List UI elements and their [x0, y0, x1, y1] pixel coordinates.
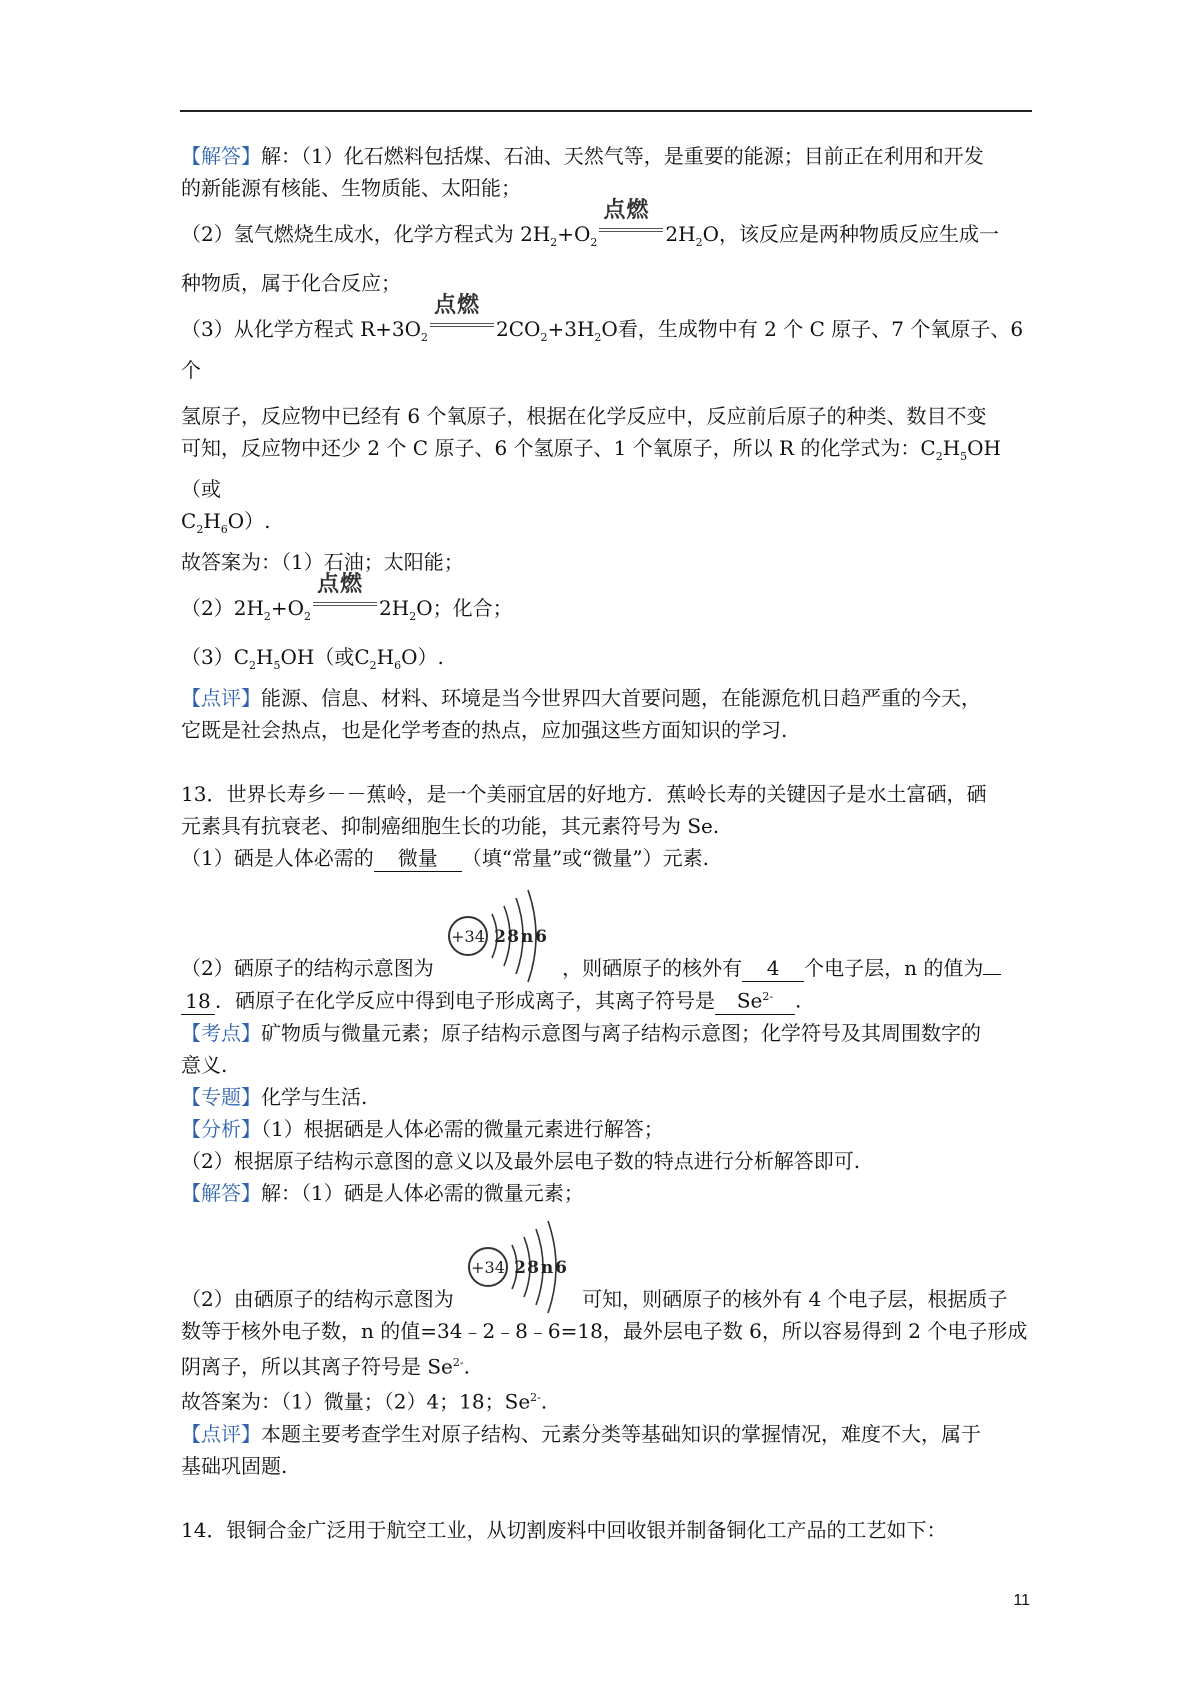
q12-answer-part3: （3）从化学方程式 $R+3O_2$ 点燃 $2CO_2+3H_2O$看，生成物中有 2 个 C 原子、7 个氧原子、6 个 [181, 293, 1024, 382]
comment-tag: 【点评】 [181, 1421, 261, 1446]
selenium-atom-diagram [464, 1215, 582, 1315]
q13-point-line2: 意义. [181, 1052, 228, 1077]
q12-answer-part3-line2: 氢原子，反应物中已经有 6 个氧原子，根据在化学反应中，反应前后原子的种类、数目不变 [181, 404, 987, 428]
q13-part1: （1）硒是人体必需的 微量 （填“常量”或“微量”）元素. [181, 846, 709, 870]
reaction-condition-arrow: 点燃 [599, 221, 663, 241]
q12-answer-part3-line3: 可知，反应物中还少 2 个 C 原子、6 个氢原子、1 个氧原子，所以 R 的化学式为：$C_2H_5OH$（或 [181, 436, 1001, 501]
q12-comment-line2: 它既是社会热点，也是化学考查的热点，应加强这些方面知识的学习. [181, 718, 788, 742]
shell-count-1: 2 [514, 1257, 527, 1278]
q13-analysis-line1: 【分析】（1）根据硒是人体必需的微量元素进行解答； [181, 1116, 664, 1141]
answer-tag: 【解答】 [181, 144, 261, 168]
q12-final-part2: $(2)2H_2+O_2$ 点燃 $2H_2O$；化合； [181, 572, 513, 623]
answer-tag: 【解答】 [181, 1180, 261, 1205]
comment-tag: 【点评】 [181, 686, 261, 710]
header-rule [180, 110, 1032, 112]
shell-count-2: 8 [507, 927, 520, 947]
analysis-tag: 【分析】 [181, 1116, 261, 1141]
q13-answer-part2-line2: 数等于核外电子数，n 的值=34﹣2﹣8﹣6=18，最外层电子数 6，所以容易得到 2 个电子形成 [181, 1318, 1028, 1343]
point-tag: 【考点】 [181, 1020, 261, 1045]
q14-stem: 14．银铜合金广泛用于航空工业，从切割废料中回收银并制备铜化工产品的工艺如下： [181, 1517, 947, 1542]
q12-answer-part2: （2）氢气燃烧生成水，化学方程式为 $2H_2+O_2$ 点燃 $2H_2O$，该反应是两种物质反应生成一 [181, 198, 999, 249]
q13-comment-line2: 基础巩固题. [181, 1453, 288, 1478]
q13-answer-part2: （2）由硒原子的结构示意图为 +34 2 8 n 6 可知，则硒原子的核外有 4 个电子层，根据质子 [181, 1215, 1033, 1315]
q13-comment-line1: 【点评】本题主要考查学生对原子结构、元素分类等基础知识的掌握情况，难度不大，属于 [181, 1421, 981, 1446]
shell-count-3: n [540, 1257, 554, 1278]
shell-count-4: 6 [555, 1257, 568, 1278]
nucleus-label: +34 [471, 1257, 505, 1277]
q13-topic: 【专题】化学与生活. [181, 1084, 368, 1109]
shell-count-3: n [520, 927, 534, 947]
q13-answer-line1: 【解答】解：（1）硒是人体必需的微量元素； [181, 1180, 584, 1205]
blank-answer: 微量 [374, 845, 462, 872]
q12-answer-part3-line4: $C_2H_6O$）. [181, 509, 271, 536]
blank-answer: 18 [181, 988, 215, 1015]
reaction-condition-arrow: 点燃 [430, 316, 494, 336]
shell-count-1: 2 [494, 927, 507, 947]
q13-analysis-line2: （2）根据原子结构示意图的意义以及最外层电子数的特点进行分析解答即可. [181, 1148, 861, 1173]
topic-tag: 【专题】 [181, 1084, 261, 1109]
q13-final: 故答案为：（1）微量；（2）4；18；$Se^{2-}$. [181, 1389, 548, 1414]
shell-count-4: 6 [535, 927, 548, 947]
q13-stem-line2: 元素具有抗衰老、抑制癌细胞生长的功能，其元素符号为 Se. [181, 814, 720, 838]
reaction-condition-arrow: 点燃 [313, 595, 377, 615]
q13-answer-part2-line3: 阴离子，所以其离子符号是 $Se^{2-}$. [181, 1354, 470, 1379]
q13-stem-line1: 13．世界长寿乡－－蕉岭，是一个美丽宜居的好地方．蕉岭长寿的关键因子是水土富硒，硒 [181, 782, 987, 806]
shell-count-2: 8 [527, 1257, 540, 1278]
q13-point-line1: 【考点】矿物质与微量元素；原子结构示意图与离子结构示意图；化学符号及其周围数字的 [181, 1020, 981, 1045]
q12-final-title: 故答案为：（1）石油；太阳能； [181, 550, 464, 574]
page-number: 11 [1013, 1592, 1030, 1609]
blank-answer: 4 [742, 955, 804, 982]
q12-answer-line1: 【解答】解：（1）化石燃料包括煤、石油、天然气等，是重要的能源；目前正在利用和开发 [181, 144, 984, 168]
selenium-atom-diagram [444, 884, 562, 984]
q12-answer-part2-line2: 种物质，属于化合反应； [181, 271, 401, 295]
nucleus-label: +34 [451, 927, 485, 946]
blank-answer: $Se^{2-}$ [715, 984, 795, 1015]
q13-part2: （2）硒原子的结构示意图为 +34 2 8 n 6 ，则硒原子的核外有 4 个电子层，n 的值为 [181, 884, 1033, 984]
q13-part2-line2: 18 ．硒原子在化学反应中得到电子形成离子，其离子符号是 $Se^{2-}$ . [181, 984, 1033, 1017]
q12-answer-line2: 的新能源有核能、生物质能、太阳能； [181, 176, 521, 200]
q12-comment-line1: 【点评】能源、信息、材料、环境是当今世界四大首要问题，在能源危机日趋严重的今天， [181, 686, 981, 710]
q12-final-part3: $(3)C_2H_5OH$（或$C_2H_6O$）. [181, 645, 444, 672]
document-body [181, 140, 1033, 1546]
